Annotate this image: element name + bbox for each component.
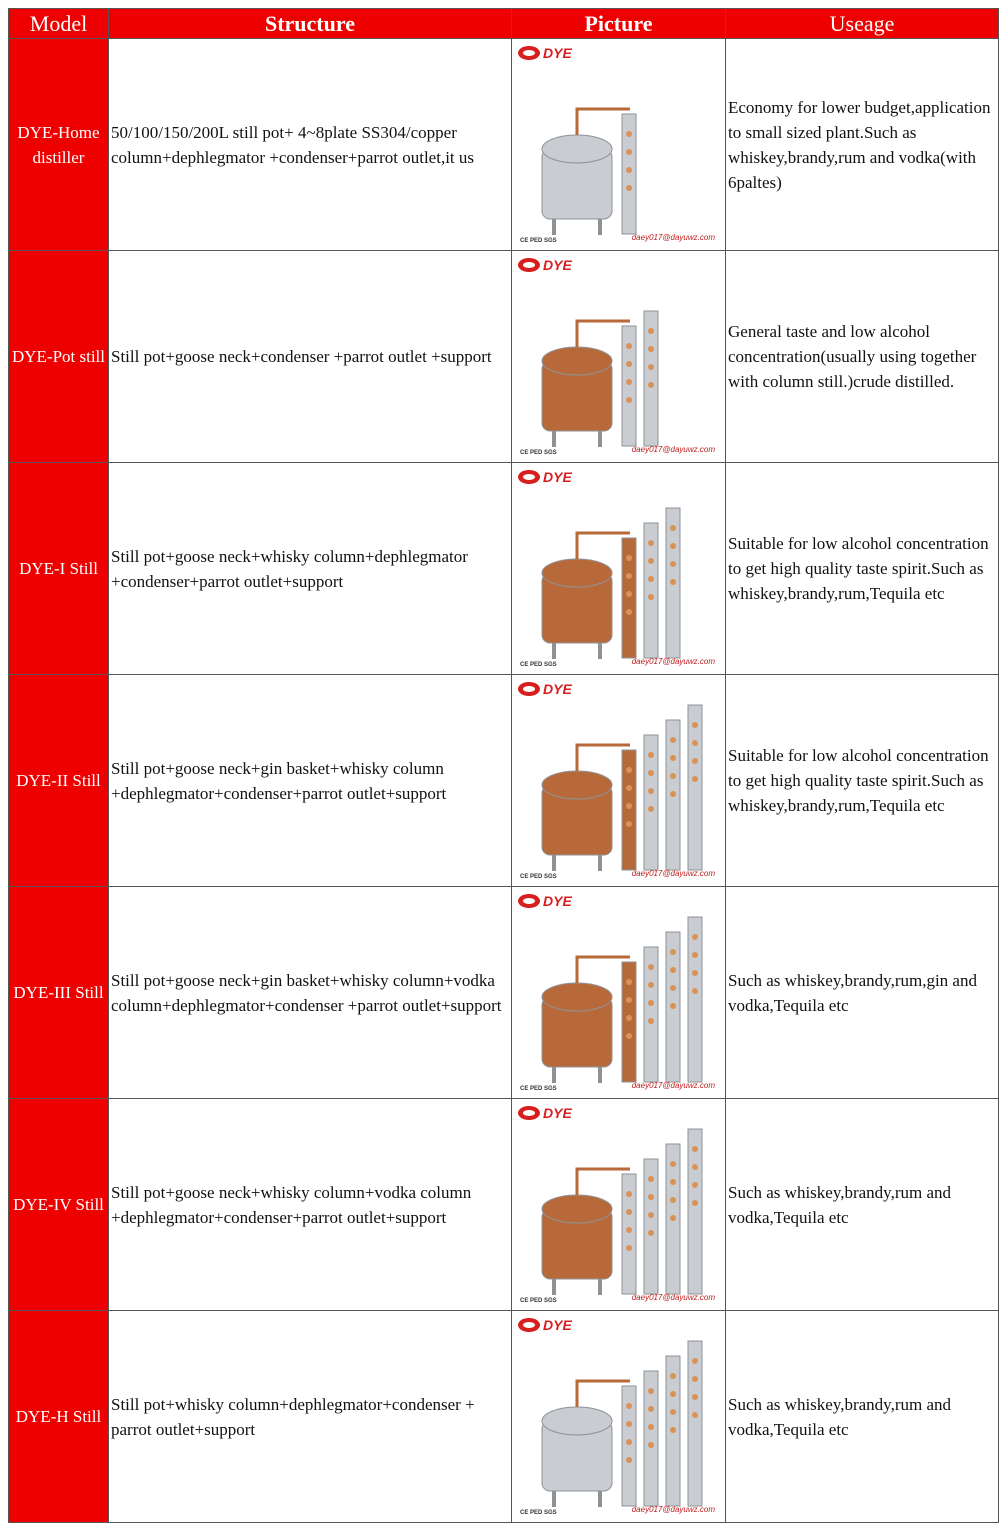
watermark-email: daey017@dayuwz.com (631, 657, 715, 666)
brand-mark-icon (518, 1318, 540, 1332)
certification-marks: CE PED SGS (520, 874, 557, 880)
header-usage: Useage (726, 9, 999, 39)
structure-cell: Still pot+goose neck+whisky column+vodka column +dephlegmator+condenser+parrot outlet+support (109, 1099, 512, 1311)
usage-cell: Such as whiskey,brandy,rum,gin and vodka,Tequila etc (726, 887, 999, 1099)
certification-marks: CE PED SGS (520, 662, 557, 668)
picture-cell (512, 251, 726, 463)
brand-text: DYE (543, 1105, 572, 1121)
still-illustration (512, 463, 725, 674)
model-cell: DYE-III Still (9, 887, 109, 1099)
certification-marks: CE PED SGS (520, 1086, 557, 1092)
brand-mark-icon (518, 470, 540, 484)
usage-cell: Such as whiskey,brandy,rum and vodka,Tequila etc (726, 1311, 999, 1523)
certification-marks: CE PED SGS (520, 238, 557, 244)
structure-cell: Still pot+goose neck+whisky column+dephlegmator +condenser+parrot outlet+support (109, 463, 512, 675)
brand-text: DYE (543, 469, 572, 485)
distiller-photo (512, 39, 725, 250)
distiller-photo (512, 887, 725, 1098)
table-row (9, 887, 999, 1099)
brand-text: DYE (543, 45, 572, 61)
header-model: Model (9, 9, 109, 39)
watermark-email: daey017@dayuwz.com (631, 445, 715, 454)
watermark-email: daey017@dayuwz.com (631, 1505, 715, 1514)
picture-cell (512, 675, 726, 887)
brand-text: DYE (543, 257, 572, 273)
table-row (9, 1099, 999, 1311)
table-row (9, 463, 999, 675)
watermark-email: daey017@dayuwz.com (631, 869, 715, 878)
usage-cell: Economy for lower budget,application to small sized plant.Such as whiskey,brandy,rum and vodka(with 6paltes) (726, 39, 999, 251)
still-illustration (512, 39, 725, 250)
still-illustration (512, 1099, 725, 1310)
structure-cell: 50/100/150/200L still pot+ 4~8plate SS304/copper column+dephlegmator +condenser+parrot outlet,it us (109, 39, 512, 251)
brand-logo (518, 893, 572, 909)
still-illustration (512, 887, 725, 1098)
model-cell: DYE-Pot still (9, 251, 109, 463)
structure-cell: Still pot+whisky column+dephlegmator+condenser + parrot outlet+support (109, 1311, 512, 1523)
table-row (9, 1311, 999, 1523)
picture-cell (512, 1099, 726, 1311)
brand-mark-icon (518, 1106, 540, 1120)
structure-cell: Still pot+goose neck+condenser +parrot outlet +support (109, 251, 512, 463)
certification-marks: CE PED SGS (520, 1510, 557, 1516)
header-structure: Structure (109, 9, 512, 39)
structure-cell: Still pot+goose neck+gin basket+whisky column +dephlegmator+condenser+parrot outlet+support (109, 675, 512, 887)
brand-logo (518, 1317, 572, 1333)
product-spec-table (8, 8, 999, 1523)
brand-logo (518, 257, 572, 273)
picture-cell (512, 1311, 726, 1523)
certification-marks: CE PED SGS (520, 450, 557, 456)
brand-text: DYE (543, 681, 572, 697)
picture-cell (512, 887, 726, 1099)
header-row (9, 9, 999, 39)
picture-cell (512, 39, 726, 251)
certification-marks: CE PED SGS (520, 1298, 557, 1304)
distiller-photo (512, 251, 725, 462)
usage-cell: Suitable for low alcohol concentration to get high quality taste spirit.Such as whiskey,brandy,rum,Tequila etc (726, 675, 999, 887)
model-cell: DYE-II Still (9, 675, 109, 887)
brand-logo (518, 45, 572, 61)
brand-text: DYE (543, 893, 572, 909)
table-row (9, 39, 999, 251)
brand-logo (518, 469, 572, 485)
watermark-email: daey017@dayuwz.com (631, 233, 715, 242)
brand-mark-icon (518, 682, 540, 696)
still-illustration (512, 1311, 725, 1522)
watermark-email: daey017@dayuwz.com (631, 1293, 715, 1302)
brand-mark-icon (518, 258, 540, 272)
picture-cell (512, 463, 726, 675)
still-illustration (512, 251, 725, 462)
watermark-email: daey017@dayuwz.com (631, 1081, 715, 1090)
model-cell: DYE-Home distiller (9, 39, 109, 251)
brand-mark-icon (518, 894, 540, 908)
brand-logo (518, 681, 572, 697)
model-cell: DYE-IV Still (9, 1099, 109, 1311)
still-illustration (512, 675, 725, 886)
distiller-photo (512, 463, 725, 674)
distiller-photo (512, 1099, 725, 1310)
brand-text: DYE (543, 1317, 572, 1333)
table-row (9, 675, 999, 887)
header-picture: Picture (512, 9, 726, 39)
structure-cell: Still pot+goose neck+gin basket+whisky column+vodka column+dephlegmator+condenser +parrot outlet+support (109, 887, 512, 1099)
model-cell: DYE-H Still (9, 1311, 109, 1523)
brand-logo (518, 1105, 572, 1121)
usage-cell: Such as whiskey,brandy,rum and vodka,Tequila etc (726, 1099, 999, 1311)
distiller-photo (512, 1311, 725, 1522)
model-cell: DYE-I Still (9, 463, 109, 675)
distiller-photo (512, 675, 725, 886)
usage-cell: Suitable for low alcohol concentration to get high quality taste spirit.Such as whiskey,brandy,rum,Tequila etc (726, 463, 999, 675)
usage-cell: General taste and low alcohol concentration(usually using together with column still.)crude distilled. (726, 251, 999, 463)
table-row (9, 251, 999, 463)
brand-mark-icon (518, 46, 540, 60)
